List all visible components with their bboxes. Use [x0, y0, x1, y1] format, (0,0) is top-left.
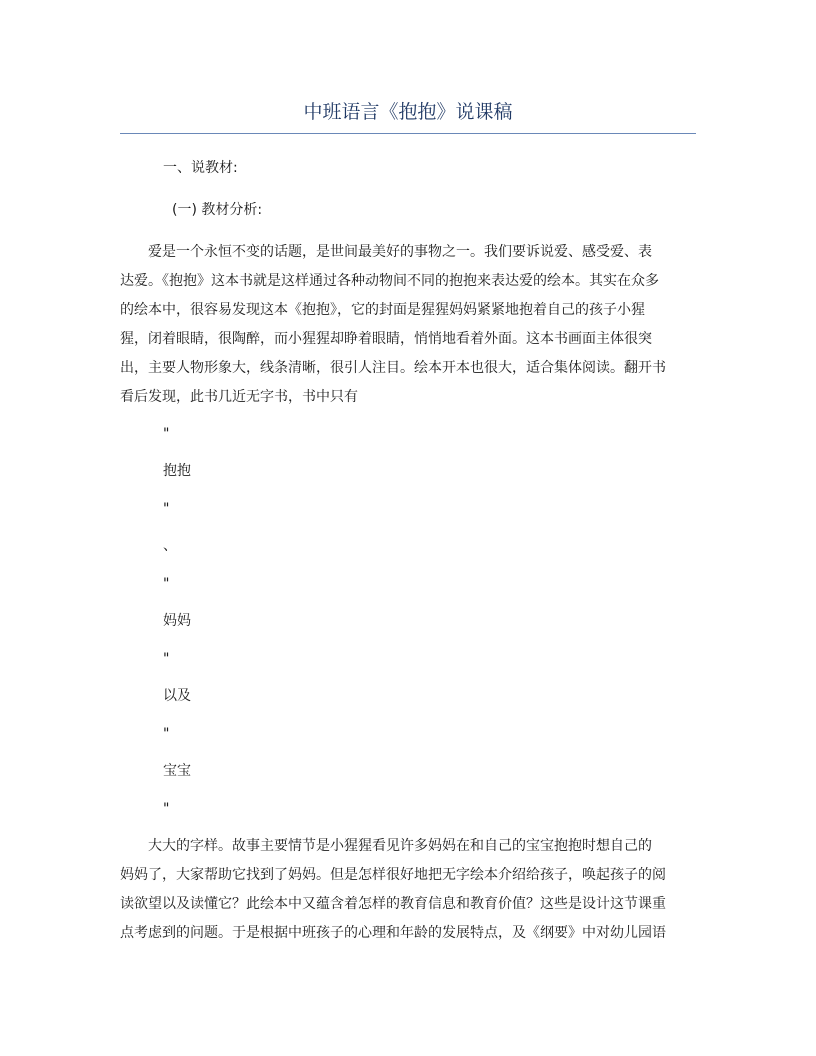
paragraph-line: 读欲望以及读懂它？此绘本中又蕴含着怎样的教育信息和教育价值？这些是设计这节课重 [120, 896, 666, 912]
paragraph-line: 猩，闭着眼睛，很陶醉，而小猩猩却睁着眼睛，悄悄地看着外面。这本书画面主体很突 [120, 331, 652, 347]
paragraph-1 [120, 238, 696, 412]
paragraph-line: 的绘本中，很容易发现这本《抱抱》，它的封面是猩猩妈妈紧紧地抱着自己的孩子小猩 [120, 302, 645, 318]
paragraph-line: 看后发现，此书几近无字书，书中只有 [120, 389, 358, 405]
quote-mark: " [163, 651, 170, 667]
title-underline [120, 133, 696, 134]
paragraph-line: 达爱。《抱抱》这本书就是这样通过各种动物间不同的抱抱来表达爱的绘本。其实在众多 [120, 273, 659, 289]
enumeration-comma: 、 [163, 538, 177, 554]
subsection-heading: (一) 教材分析: [172, 202, 263, 218]
paragraph-line: 点考虑到的问题。于是根据中班孩子的心理和年龄的发展特点，及《纲要》中对幼儿园语 [120, 925, 666, 941]
paragraph-line: 妈妈了，大家帮助它找到了妈妈。但是怎样很好地把无字绘本介绍给孩子，唤起孩子的阅 [120, 867, 666, 883]
paragraph-line: 爱是一个永恒不变的话题，是世间最美好的事物之一。我们要诉说爱、感受爱、表 [120, 244, 652, 260]
paragraph-2 [120, 832, 696, 948]
paragraph-line: 出，主要人物形象大，线条清晰，很引人注目。绘本开本也很大，适合集体阅读。翻开书 [120, 360, 666, 376]
quote-mark: " [163, 726, 170, 742]
paragraph-line: 大大的字样。故事主要情节是小猩猩看见许多妈妈在和自己的宝宝抱抱时想自己的 [120, 838, 652, 854]
fragment-word: 妈妈 [163, 613, 191, 629]
section-heading: 一、说教材: [163, 160, 238, 176]
document-title: 中班语言《抱抱》说课稿 [303, 101, 513, 123]
quote-mark: " [163, 501, 170, 517]
fragment-word: 抱抱 [163, 463, 191, 479]
quote-mark: " [163, 426, 170, 442]
fragment-word: 以及 [163, 688, 191, 704]
quote-mark: " [163, 801, 170, 817]
quote-mark: " [163, 576, 170, 592]
fragment-word: 宝宝 [163, 763, 191, 779]
